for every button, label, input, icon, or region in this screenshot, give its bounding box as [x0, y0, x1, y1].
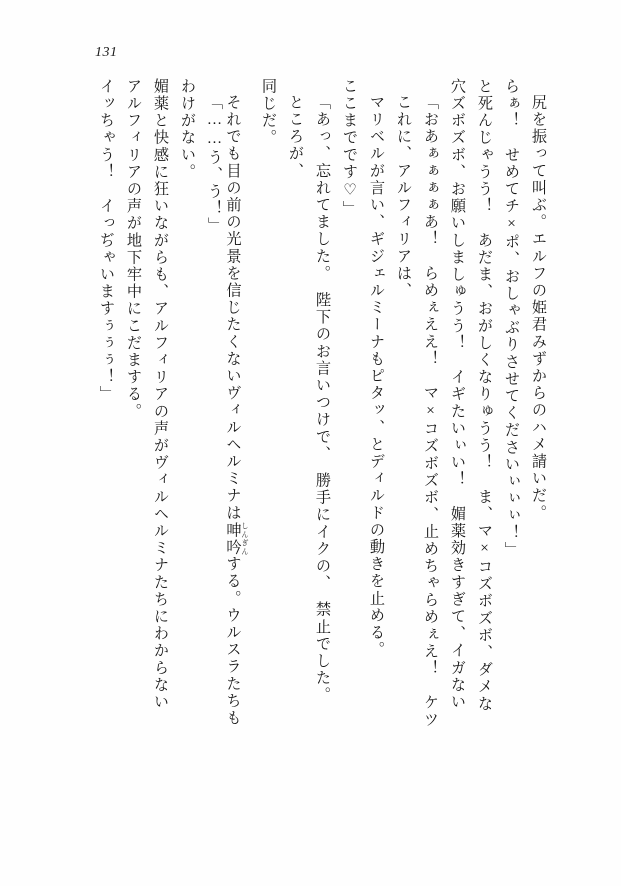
- text-column-with-ruby: [222, 78, 249, 808]
- text-column: わけがない。: [179, 78, 196, 181]
- vertical-text-block: [87, 78, 546, 808]
- text-column: 「おあぁぁぁぁあ！ らめぇええ！ マ×コズボズボ、止めちゃらめぇえ！ ケツ: [422, 94, 439, 729]
- text-column: ところが、: [287, 94, 304, 180]
- text-column: これに、アルフィリアは、: [395, 94, 412, 300]
- ruby-reading: しんぎん: [241, 521, 249, 556]
- text-column: アルフィリアの声が地下牢中にこだまする。: [125, 78, 142, 420]
- text-column: らぁ！ せめてチ×ポ、おしゃぶりさせてくださいぃぃぃ！」: [503, 78, 520, 559]
- page-number: 131: [95, 45, 118, 60]
- text-column: マリベルが言い、ギジェルミーナもピタッ、とディルドの動きを止める。: [368, 94, 385, 659]
- text-column: イッちゃう！ イっぢゃいますぅぅぅ！」: [98, 78, 115, 403]
- ruby-shingin: [224, 521, 249, 556]
- text-column: 尻を振って叫ぶ。エルフの姫君みずからのハメ請いだ。: [530, 94, 547, 522]
- text-column: 「あっ、忘れてました。 陛下のお言いつけで、 勝手にイクの、 禁止でした。: [314, 94, 331, 704]
- text-column: 「……う、う！」: [206, 94, 223, 235]
- ruby-segment-tail: する。ウルスラたちも: [224, 555, 242, 727]
- text-column: 穴ズボズボ、お願いしましゅうう！ イギたいぃい！ 媚薬効きすぎて、イガない: [449, 78, 466, 711]
- text-column: と死んじゃうう！ あだま、おがしくなりゅうう！ ま、マ×コズボズボ、ダメな: [476, 78, 493, 713]
- text-column: 媚薬と快感に狂いながらも、アルフィリアの声がヴィルヘルミナたちにわからない: [152, 78, 169, 711]
- text-column: ここまでです♡」: [341, 78, 358, 218]
- ruby-segment-lead: それでも目の前の光景を信じたくないヴィルヘルミナは: [224, 94, 242, 522]
- text-column: 同じだ。: [260, 78, 277, 147]
- ruby-base: 呻吟: [224, 521, 242, 556]
